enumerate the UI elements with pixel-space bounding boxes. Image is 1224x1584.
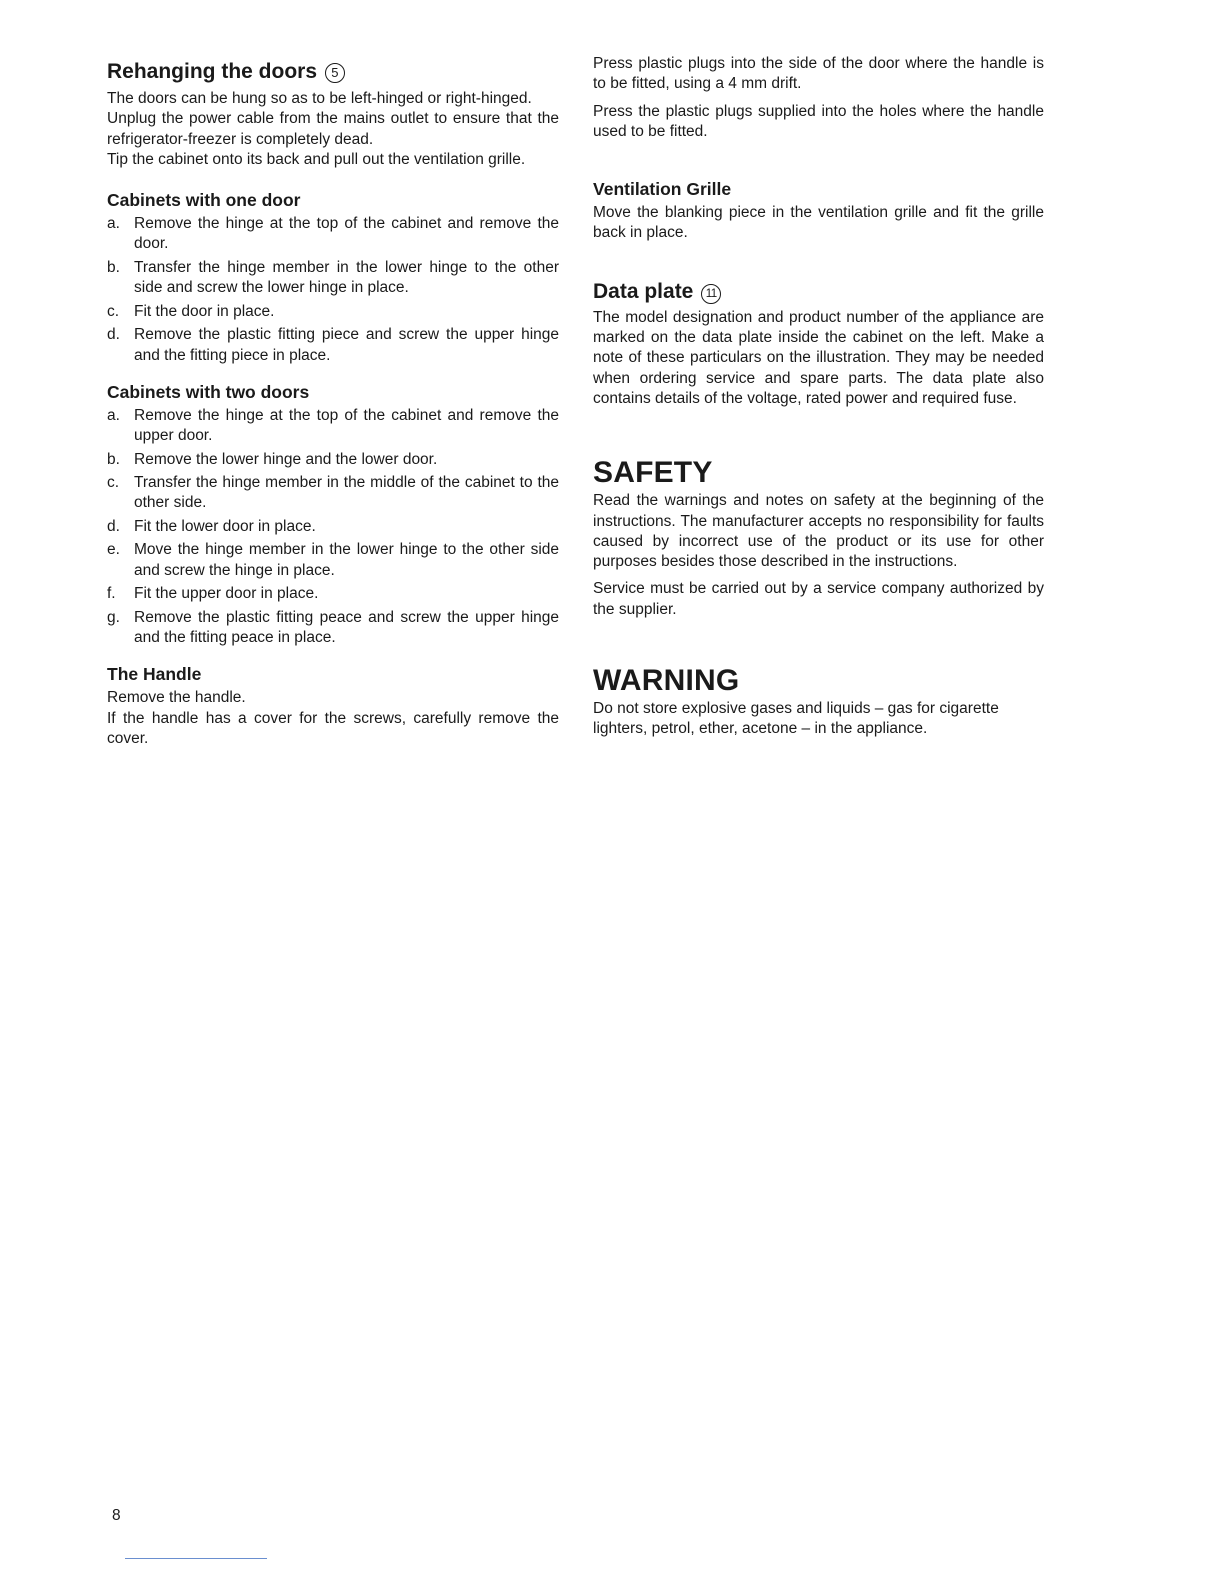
handle-paragraph-2: If the handle has a cover for the screws, carefully remove the cover. — [107, 709, 559, 747]
list-item — [107, 258, 559, 299]
list-marker: f. — [107, 585, 116, 603]
list-marker: a. — [107, 406, 120, 424]
warning-paragraph: Do not store explosive gases and liquids – gas for cigarette lighters, petrol, ether, acetone – in the appliance. — [593, 700, 999, 738]
list-text: Remove the plastic fitting peace and screw the upper hinge and the fitting peace in place. — [134, 608, 559, 646]
data-plate-paragraph: The model designation and product number of the appliance are marked on the data plate inside the cabinet on the left. Make a note of these particulars on the illustration. They may be needed when ordering service and spare parts. The data plate also contains details of the voltage, rated power and required fuse. — [593, 308, 1044, 407]
ventilation-paragraph: Move the blanking piece in the ventilation grille and fit the grille back in place. — [593, 204, 1044, 242]
list-item — [107, 517, 559, 537]
list-marker: e. — [107, 541, 120, 559]
list-text: Move the hinge member in the lower hinge to the other side and screw the hinge in place. — [134, 541, 559, 579]
list-text: Fit the door in place. — [134, 302, 275, 320]
rehanging-heading — [107, 59, 559, 85]
warning-heading: WARNING — [593, 664, 740, 698]
left-column — [107, 0, 559, 749]
right-column — [593, 0, 1044, 740]
plugs-paragraph-2: Press the plastic plugs supplied into the holes where the handle used to be fitted. — [593, 102, 1044, 140]
list-marker: d. — [107, 517, 120, 535]
handle-paragraph-1: Remove the handle. — [107, 689, 246, 707]
list-text: Remove the lower hinge and the lower door. — [134, 450, 438, 468]
list-marker: c. — [107, 302, 120, 320]
list-text: Remove the hinge at the top of the cabinet and remove the door. — [134, 215, 559, 253]
rehanging-paragraph-3: Tip the cabinet onto its back and pull out the ventilation grille. — [107, 150, 526, 168]
plugs-paragraph-1: Press plastic plugs into the side of the door where the handle is to be fitted, using a 4 mm drift. — [593, 55, 1044, 93]
rehanging-title: Rehanging the doors — [107, 60, 317, 83]
safety-paragraph-1: Read the warnings and notes on safety at the beginning of the instructions. The manufacturer accepts no responsibility for faults caused by incorrect use of the product or its use for other purposes besides those described in the instructions. — [593, 492, 1044, 571]
list-text: Transfer the hinge member in the middle of the cabinet to the other side. — [134, 474, 559, 512]
list-item — [107, 406, 559, 447]
rehanging-paragraph-2: Unplug the power cable from the mains outlet to ensure that the refrigerator-freezer is completely dead. — [107, 110, 559, 148]
list-item — [107, 450, 559, 470]
list-marker: a. — [107, 215, 120, 233]
rehanging-paragraph-1: The doors can be hung so as to be left-hinged or right-hinged. — [107, 90, 532, 107]
one-door-steps — [107, 214, 559, 366]
safety-heading: SAFETY — [593, 456, 713, 490]
list-marker: b. — [107, 258, 120, 276]
list-text: Remove the hinge at the top of the cabinet and remove the upper door. — [134, 406, 559, 445]
data-plate-title: Data plate — [593, 279, 694, 303]
list-item — [107, 302, 559, 322]
list-marker: d. — [107, 326, 120, 344]
data-plate-heading — [593, 279, 1044, 305]
list-item — [107, 540, 559, 581]
list-item — [107, 214, 559, 255]
figure-ref-badge: 5 — [325, 63, 345, 83]
list-text: Fit the upper door in place. — [134, 585, 319, 603]
ventilation-heading: Ventilation Grille — [593, 179, 732, 200]
list-marker: b. — [107, 450, 120, 468]
one-door-heading: Cabinets with one door — [107, 190, 301, 211]
list-text: Transfer the hinge member in the lower hinge to the other side and screw the lower hinge in place. — [134, 258, 559, 297]
figure-ref-badge: 11 — [701, 284, 721, 304]
list-marker: g. — [107, 608, 120, 626]
footer-rule — [125, 1558, 267, 1559]
list-marker: c. — [107, 474, 120, 492]
two-doors-steps — [107, 406, 559, 648]
handle-heading: The Handle — [107, 664, 202, 685]
safety-paragraph-2: Service must be carried out by a service company authorized by the supplier. — [593, 580, 1044, 618]
list-item — [107, 584, 559, 604]
list-text: Remove the plastic fitting piece and screw the upper hinge and the fitting piece in place. — [134, 326, 559, 364]
list-text: Fit the lower door in place. — [134, 517, 316, 535]
two-doors-heading: Cabinets with two doors — [107, 381, 310, 402]
list-item — [107, 325, 559, 366]
list-item — [107, 473, 559, 514]
page-number: 8 — [112, 1507, 121, 1524]
list-item — [107, 608, 559, 649]
